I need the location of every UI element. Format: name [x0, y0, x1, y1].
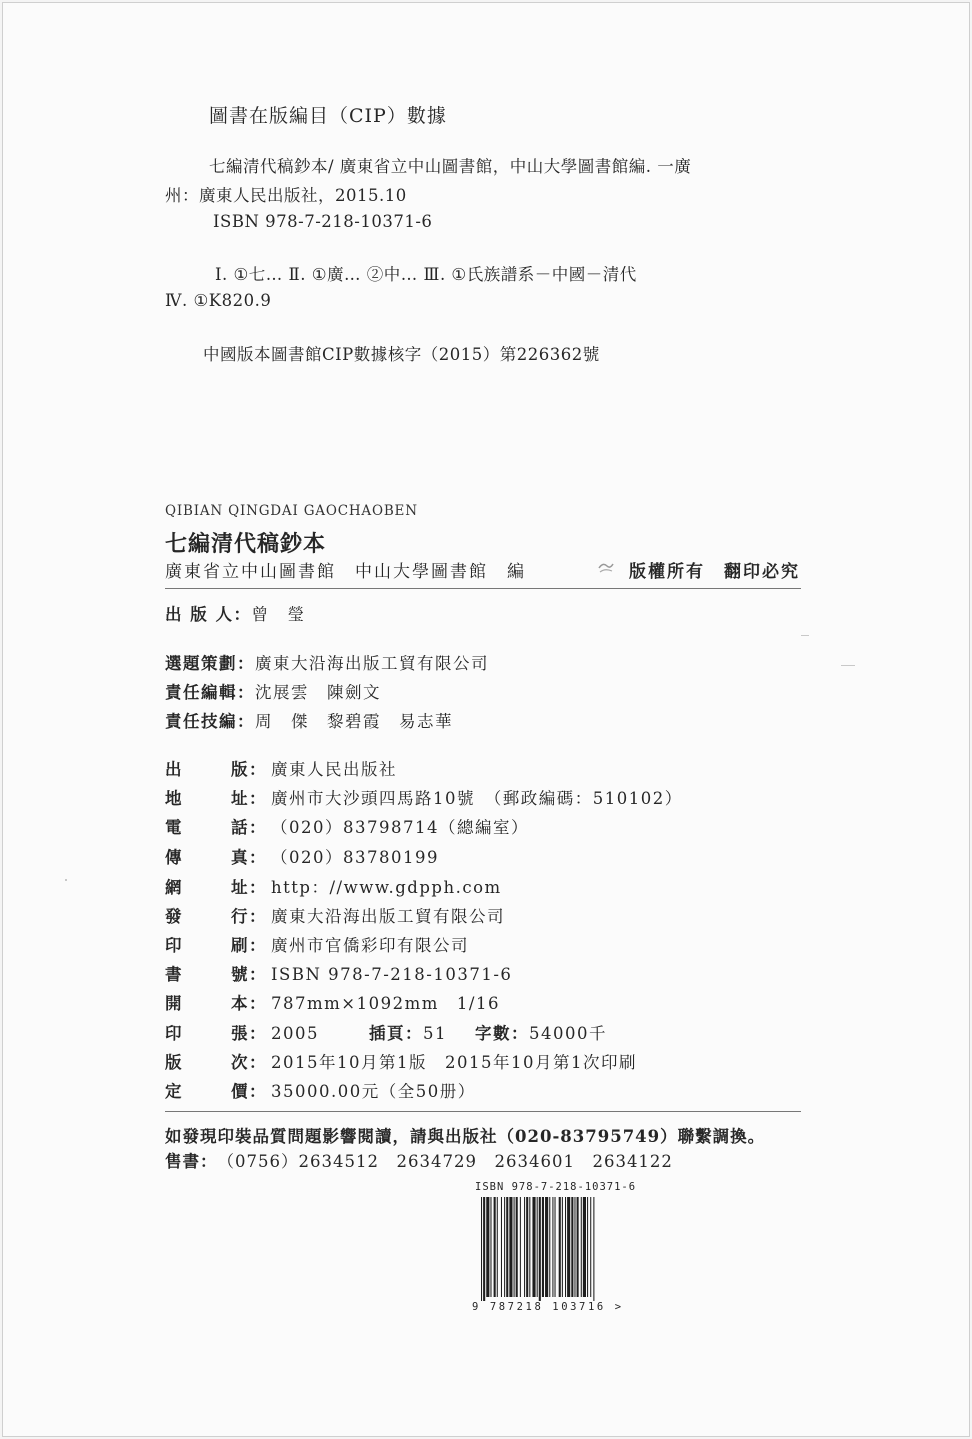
field-value: 787mm×1092mm 1/16 [271, 994, 500, 1013]
cip-subjects-2: Ⅳ. ①K820.9 [165, 291, 272, 310]
barcode-bar [581, 1197, 582, 1297]
barcode-bar [494, 1197, 496, 1297]
detail-row [165, 1078, 476, 1102]
detail-row [165, 785, 683, 809]
scan-mark [841, 665, 855, 666]
staff-row [165, 708, 453, 732]
barcode-bar [571, 1197, 573, 1297]
staff-row [165, 650, 489, 674]
barcode-isbn-text: ISBN 978-7-218-10371-6 [475, 1181, 637, 1193]
barcode-bar [577, 1197, 579, 1297]
barcode-bar [529, 1197, 530, 1297]
barcode-bar [501, 1197, 502, 1297]
field-value: 54000千 [529, 1024, 607, 1043]
barcode-bar [504, 1197, 505, 1297]
field-value: 廣東大沿海出版工貿有限公司 [271, 907, 505, 926]
field-label: 電 話： [165, 818, 267, 837]
field-label: 出 版 人： [165, 605, 252, 624]
field-label: 責任技編： [165, 712, 255, 731]
detail-row [165, 961, 512, 985]
detail-row [165, 990, 500, 1014]
scan-mark [65, 879, 67, 881]
detail-row [165, 932, 469, 956]
barcode-bar [545, 1197, 548, 1297]
barcode-bar [514, 1197, 515, 1297]
publisher-person-row [165, 601, 306, 625]
barcode-bar [565, 1197, 566, 1297]
copyright-page [2, 2, 970, 1437]
field-value: 曾 瑩 [251, 605, 306, 624]
detail-row [165, 1049, 637, 1073]
field-label: 印 刷： [165, 936, 267, 955]
barcode-bar [483, 1197, 485, 1305]
detail-row [165, 814, 529, 838]
rights-notice: 版權所有 翻印必究 [629, 562, 800, 582]
field-value: 51 [423, 1024, 447, 1043]
barcode-bar [486, 1197, 489, 1297]
barcode-bar [549, 1197, 550, 1297]
detail-row [165, 844, 439, 868]
field-value: 2015年10月第1版 2015年10月第1次印刷 [271, 1053, 637, 1072]
barcode-bar [590, 1197, 591, 1297]
field-value: （0756）2634512 2634729 2634601 2634122 [217, 1152, 673, 1171]
barcode-bar [555, 1197, 556, 1297]
barcode-bar [524, 1197, 525, 1297]
cip-title: 圖書在版編目（CIP）數據 [209, 105, 447, 127]
field-value: ISBN 978-7-218-10371-6 [271, 965, 513, 984]
barcode-bar [587, 1197, 588, 1297]
field-label: 發 行： [165, 907, 267, 926]
barcode-bar [574, 1197, 575, 1297]
barcode-bar [583, 1197, 586, 1297]
barcode-bar [506, 1197, 508, 1297]
barcode-bar [552, 1197, 553, 1297]
field-value: （020）83798714（總編室） [271, 818, 529, 837]
barcode-bar [520, 1197, 521, 1297]
cip-line-1: 七編清代稿鈔本/ 廣東省立中山圖書館，中山大學圖書館編. 一廣 [209, 157, 692, 176]
book-title-pinyin: QIBIAN QINGDAI GAOCHAOBEN [165, 503, 418, 519]
field-label: 插頁： [369, 1024, 423, 1043]
field-label: 印 張： [165, 1024, 267, 1043]
barcode-bar [481, 1197, 482, 1305]
detail-row [165, 1020, 607, 1044]
staff-row [165, 679, 381, 703]
field-value: 廣東人民出版社 [271, 760, 397, 779]
cip-isbn: ISBN 978-7-218-10371-6 [213, 212, 433, 231]
barcode-bar [537, 1197, 538, 1297]
field-label: 選題策劃： [165, 654, 255, 673]
field-label: 定 價： [165, 1082, 267, 1101]
barcode-bar [593, 1197, 594, 1305]
field-value: 廣州市大沙頭四馬路10號 （郵政編碼：510102） [271, 789, 683, 808]
detail-row [165, 874, 502, 898]
field-value: 周 傑 黎碧霞 易志華 [255, 712, 453, 731]
detail-row [165, 903, 505, 927]
detail-row [165, 756, 397, 780]
field-label: 售書： [165, 1152, 218, 1171]
isbn-barcode [469, 1181, 649, 1315]
book-title: 七編清代稿鈔本 [165, 531, 327, 557]
cip-record-number: 中國版本圖書館CIP數據核字（2015）第226362號 [203, 345, 600, 364]
barcode-bar [539, 1197, 541, 1305]
field-value: 2005 [271, 1024, 319, 1043]
field-label: 傳 真： [165, 848, 267, 867]
barcode-bar [516, 1197, 518, 1297]
barcode-digits: 9 787218 103716 > [472, 1301, 624, 1313]
sales-contact [165, 1148, 673, 1172]
field-label: 字數： [475, 1024, 529, 1043]
book-editors: 廣東省立中山圖書館 中山大學圖書館 編 [165, 562, 526, 582]
barcode-bar [497, 1197, 498, 1297]
field-value: 廣州市官僑彩印有限公司 [271, 936, 469, 955]
divider [165, 588, 801, 589]
quality-notice: 如發現印裝品質問題影響閱讀，請與出版社（020-83795749）聯繫調換。 [165, 1127, 766, 1146]
field-label: 責任編輯： [165, 683, 255, 702]
barcode-bar [542, 1197, 544, 1297]
cip-line-2: 州：廣東人民出版社，2015.10 [165, 186, 407, 205]
divider [165, 1111, 801, 1112]
field-value: （020）83780199 [271, 848, 439, 867]
cip-subjects-1: Ⅰ. ①七… Ⅱ. ①廣… ②中… Ⅲ. ①氏族譜系－中國－清代 [215, 265, 637, 284]
field-label: 出 版： [165, 760, 267, 779]
barcode-bar [562, 1197, 563, 1297]
barcode-bars [479, 1197, 639, 1309]
barcode-bar [567, 1197, 570, 1297]
field-value: 沈展雲 陳劍文 [255, 683, 381, 702]
field-label: 地 址： [165, 789, 267, 808]
field-label: 書 號： [165, 965, 267, 984]
field-value: 35000.00元（全50册） [271, 1082, 476, 1101]
field-label: 網 址： [165, 878, 267, 897]
field-label: 版 次： [165, 1053, 267, 1072]
website-url: http：//www.gdpph.com [271, 878, 502, 897]
field-value: 廣東大沿海出版工貿有限公司 [255, 654, 489, 673]
barcode-bar [532, 1197, 535, 1297]
field-label: 開 本： [165, 994, 267, 1013]
barcode-bar [559, 1197, 561, 1297]
scan-mark [801, 635, 809, 636]
ornament-icon [597, 560, 615, 576]
barcode-bar [490, 1197, 491, 1297]
barcode-bar [526, 1197, 528, 1297]
barcode-bar [509, 1197, 512, 1297]
